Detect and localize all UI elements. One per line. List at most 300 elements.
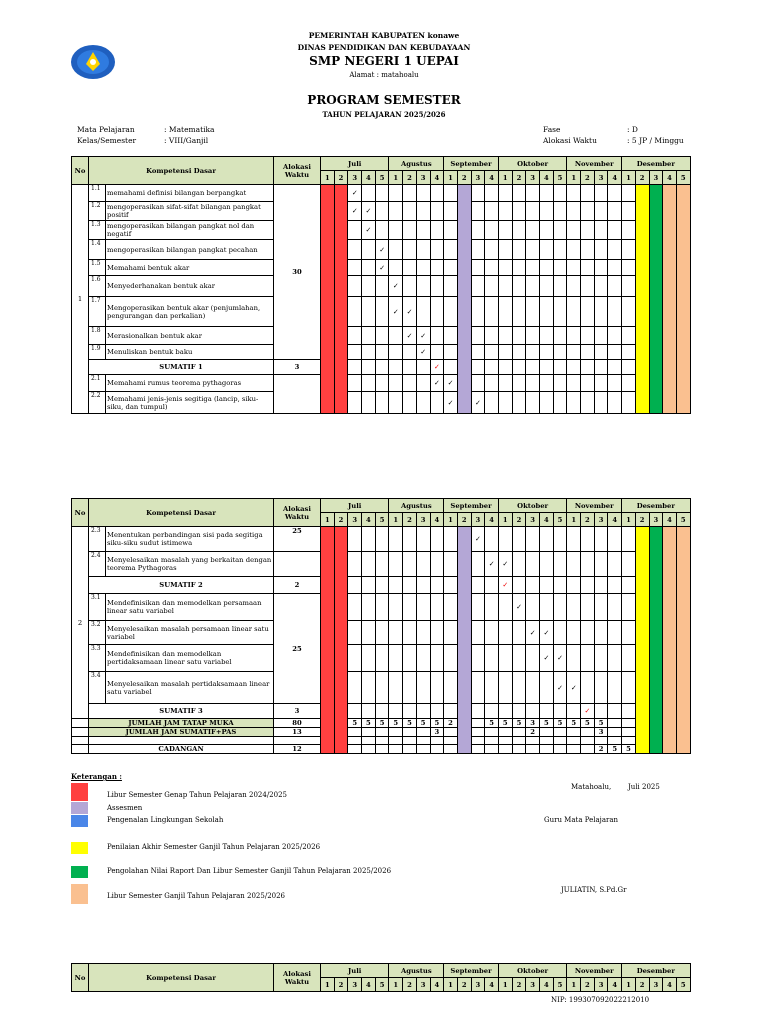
week-cell bbox=[348, 327, 362, 345]
week-cell bbox=[594, 527, 608, 552]
week-cell bbox=[540, 260, 554, 276]
legend-text: Pengolahan Nilai Raport Dan Libur Semester Ganjil Tahun Pelajaran 2025/2026 bbox=[107, 867, 392, 875]
legend-swatch bbox=[71, 815, 88, 827]
table-row bbox=[72, 185, 691, 202]
check-mark: ✓ bbox=[389, 276, 403, 297]
week-cell bbox=[485, 345, 499, 360]
program-table-2 bbox=[71, 498, 691, 754]
total-cell bbox=[526, 745, 540, 754]
week-cell bbox=[485, 577, 499, 594]
kd-number: 1.4 bbox=[89, 240, 106, 260]
week-cell bbox=[512, 297, 526, 327]
week-cell bbox=[416, 704, 430, 719]
week-cell bbox=[567, 276, 581, 297]
week-cell bbox=[608, 594, 622, 621]
legend-text: Penilaian Akhir Semester Ganjil Tahun Pelajaran 2025/2026 bbox=[107, 843, 321, 851]
kd-text: mengoperasikan bilangan pangkat nol dan negatif bbox=[106, 221, 274, 240]
month-header: Agustus bbox=[389, 157, 444, 171]
total-row bbox=[72, 737, 691, 745]
week-cell bbox=[581, 276, 595, 297]
calendar-marker-red bbox=[321, 527, 335, 754]
week-cell bbox=[430, 345, 444, 360]
week-cell bbox=[512, 552, 526, 577]
week-cell bbox=[485, 360, 499, 375]
month-header: Desember bbox=[622, 964, 690, 978]
week-cell bbox=[581, 392, 595, 414]
week-header: 2 bbox=[581, 513, 595, 527]
kd-text: Mendefinisikan dan memodelkan persamaan linear satu variabel bbox=[106, 594, 274, 621]
total-cell bbox=[362, 737, 376, 745]
week-cell bbox=[403, 240, 417, 260]
week-cell bbox=[498, 260, 512, 276]
week-cell bbox=[581, 672, 595, 704]
table-row bbox=[72, 594, 691, 621]
total-cell bbox=[540, 745, 554, 754]
week-cell bbox=[540, 672, 554, 704]
total-cell bbox=[471, 745, 485, 754]
week-cell bbox=[498, 240, 512, 260]
total-cell: 5 bbox=[498, 719, 512, 728]
week-cell bbox=[471, 360, 485, 375]
week-cell bbox=[567, 327, 581, 345]
week-cell bbox=[540, 577, 554, 594]
kd-text: Menyelesaikan masalah pertidaksamaan linear satu variabel bbox=[106, 672, 274, 704]
total-cell bbox=[553, 737, 567, 745]
school-name: SMP NEGERI 1 UEPAI bbox=[309, 54, 459, 68]
calendar-marker-purple bbox=[457, 527, 471, 754]
week-cell bbox=[608, 375, 622, 392]
week-cell bbox=[403, 392, 417, 414]
col-header-kd: Kompetensi Dasar bbox=[89, 157, 274, 185]
week-cell bbox=[608, 202, 622, 221]
week-cell bbox=[594, 577, 608, 594]
week-cell bbox=[567, 185, 581, 202]
week-cell bbox=[581, 185, 595, 202]
week-cell bbox=[416, 276, 430, 297]
month-header: September bbox=[444, 499, 499, 513]
week-cell bbox=[594, 360, 608, 375]
week-cell bbox=[362, 360, 376, 375]
week-cell bbox=[512, 240, 526, 260]
row-number bbox=[72, 745, 89, 754]
total-cell: 5 bbox=[375, 719, 389, 728]
week-header: 1 bbox=[622, 978, 636, 992]
week-cell bbox=[375, 527, 389, 552]
calendar-marker-orange bbox=[663, 527, 677, 754]
week-cell bbox=[498, 327, 512, 345]
total-label bbox=[89, 737, 274, 745]
week-cell bbox=[362, 577, 376, 594]
week-cell bbox=[526, 260, 540, 276]
sumatif-label: SUMATIF 2 bbox=[89, 577, 274, 594]
week-cell bbox=[430, 327, 444, 345]
week-cell bbox=[348, 240, 362, 260]
total-cell bbox=[622, 737, 636, 745]
week-cell bbox=[430, 392, 444, 414]
week-cell bbox=[471, 577, 485, 594]
total-value: 13 bbox=[274, 728, 321, 737]
week-cell bbox=[389, 327, 403, 345]
calendar-marker-orange bbox=[663, 185, 677, 414]
week-header: 1 bbox=[567, 513, 581, 527]
week-cell bbox=[362, 392, 376, 414]
dept-line: DINAS PENDIDIKAN DAN KEBUDAYAAN bbox=[297, 43, 471, 52]
table-row bbox=[72, 345, 691, 360]
week-cell bbox=[608, 345, 622, 360]
month-header: Juli bbox=[321, 157, 389, 171]
week-cell bbox=[375, 577, 389, 594]
week-cell bbox=[485, 240, 499, 260]
week-cell bbox=[512, 260, 526, 276]
week-header: 3 bbox=[526, 978, 540, 992]
week-cell bbox=[389, 527, 403, 552]
week-cell bbox=[594, 202, 608, 221]
week-cell bbox=[553, 221, 567, 240]
week-header: 3 bbox=[594, 171, 608, 185]
legend-text: Libur Semester Genap Tahun Pelajaran 2024/2025 bbox=[107, 791, 287, 799]
week-cell bbox=[526, 185, 540, 202]
week-cell bbox=[430, 621, 444, 645]
week-header: 4 bbox=[663, 978, 677, 992]
week-header: 2 bbox=[635, 978, 649, 992]
week-cell bbox=[362, 552, 376, 577]
total-cell bbox=[389, 745, 403, 754]
calendar-marker-red bbox=[321, 185, 335, 414]
week-cell bbox=[348, 392, 362, 414]
kd-number: 1.8 bbox=[89, 327, 106, 345]
week-header: 3 bbox=[471, 513, 485, 527]
total-cell bbox=[512, 745, 526, 754]
week-cell bbox=[362, 260, 376, 276]
calendar-marker-purple bbox=[457, 185, 471, 414]
week-cell bbox=[471, 645, 485, 672]
week-cell bbox=[375, 645, 389, 672]
week-cell bbox=[553, 375, 567, 392]
total-cell: 2 bbox=[444, 719, 458, 728]
table-row bbox=[72, 276, 691, 297]
week-cell bbox=[553, 527, 567, 552]
week-cell bbox=[581, 645, 595, 672]
week-cell bbox=[362, 645, 376, 672]
week-cell bbox=[416, 672, 430, 704]
week-cell bbox=[430, 645, 444, 672]
week-cell bbox=[608, 672, 622, 704]
week-cell bbox=[622, 392, 636, 414]
week-cell bbox=[389, 185, 403, 202]
week-header: 1 bbox=[498, 978, 512, 992]
kd-number: 1.6 bbox=[89, 276, 106, 297]
week-header: 2 bbox=[403, 171, 417, 185]
week-cell bbox=[581, 260, 595, 276]
week-cell bbox=[526, 552, 540, 577]
total-cell bbox=[608, 737, 622, 745]
sign-date: Juli 2025 bbox=[628, 783, 660, 791]
check-mark: ✓ bbox=[512, 594, 526, 621]
week-cell bbox=[622, 202, 636, 221]
kd-text: Merasionalkan bentuk akar bbox=[106, 327, 274, 345]
week-cell bbox=[512, 327, 526, 345]
week-cell bbox=[622, 375, 636, 392]
total-cell bbox=[348, 737, 362, 745]
week-cell bbox=[498, 527, 512, 552]
kd-number: 1.5 bbox=[89, 260, 106, 276]
week-header: 4 bbox=[362, 171, 376, 185]
week-cell bbox=[348, 621, 362, 645]
week-cell bbox=[581, 375, 595, 392]
week-cell bbox=[622, 360, 636, 375]
kd-number: 1.1 bbox=[89, 185, 106, 202]
week-cell bbox=[362, 276, 376, 297]
total-cell bbox=[430, 745, 444, 754]
week-cell bbox=[526, 645, 540, 672]
week-header: 2 bbox=[581, 171, 595, 185]
sign-place: Matahoalu, bbox=[571, 783, 612, 791]
week-cell bbox=[348, 221, 362, 240]
kd-number: 2.2 bbox=[89, 392, 106, 414]
program-table-3-header bbox=[71, 963, 691, 992]
month-header: Desember bbox=[622, 499, 690, 513]
week-cell bbox=[526, 221, 540, 240]
calendar-marker-red bbox=[334, 527, 348, 754]
month-header: Agustus bbox=[389, 499, 444, 513]
sumatif-label: SUMATIF 3 bbox=[89, 704, 274, 719]
check-mark: ✓ bbox=[471, 527, 485, 552]
table-row bbox=[72, 621, 691, 645]
week-cell bbox=[444, 594, 458, 621]
week-header: 3 bbox=[594, 978, 608, 992]
total-cell bbox=[581, 745, 595, 754]
week-cell bbox=[444, 185, 458, 202]
sign-role: Guru Mata Pelajaran bbox=[544, 816, 619, 824]
week-cell bbox=[594, 327, 608, 345]
week-cell bbox=[581, 202, 595, 221]
week-header: 2 bbox=[635, 513, 649, 527]
month-header: September bbox=[444, 157, 499, 171]
calendar-marker-orange bbox=[676, 185, 690, 414]
table-row bbox=[72, 202, 691, 221]
check-mark: ✓ bbox=[416, 345, 430, 360]
week-cell bbox=[581, 327, 595, 345]
total-cell bbox=[389, 737, 403, 745]
week-cell bbox=[553, 345, 567, 360]
week-cell bbox=[526, 327, 540, 345]
week-cell bbox=[526, 704, 540, 719]
week-header: 1 bbox=[444, 171, 458, 185]
week-header: 2 bbox=[512, 513, 526, 527]
calendar-marker-red bbox=[334, 185, 348, 414]
week-cell bbox=[622, 185, 636, 202]
week-cell bbox=[581, 577, 595, 594]
week-cell bbox=[622, 704, 636, 719]
week-cell bbox=[512, 185, 526, 202]
week-cell bbox=[594, 375, 608, 392]
week-header: 4 bbox=[430, 171, 444, 185]
week-cell bbox=[430, 276, 444, 297]
week-cell bbox=[512, 375, 526, 392]
total-cell bbox=[444, 737, 458, 745]
week-cell bbox=[389, 577, 403, 594]
week-cell bbox=[348, 672, 362, 704]
week-cell bbox=[512, 392, 526, 414]
week-header: 3 bbox=[348, 513, 362, 527]
week-cell bbox=[512, 621, 526, 645]
week-cell bbox=[471, 240, 485, 260]
alokasi-value bbox=[274, 552, 321, 577]
week-cell bbox=[608, 260, 622, 276]
week-cell bbox=[594, 345, 608, 360]
sign-name: JULIATIN, S.Pd.Gr bbox=[561, 886, 627, 894]
week-cell bbox=[416, 594, 430, 621]
week-cell bbox=[594, 276, 608, 297]
mapel-value: : Matematika bbox=[164, 125, 215, 134]
week-cell bbox=[430, 221, 444, 240]
week-cell bbox=[430, 672, 444, 704]
week-cell bbox=[403, 672, 417, 704]
check-mark: ✓ bbox=[348, 185, 362, 202]
week-cell bbox=[485, 221, 499, 240]
row-number bbox=[72, 737, 89, 745]
table-row bbox=[72, 527, 691, 552]
week-cell bbox=[622, 645, 636, 672]
week-cell bbox=[403, 360, 417, 375]
week-cell bbox=[622, 297, 636, 327]
total-row bbox=[72, 728, 691, 737]
week-cell bbox=[471, 260, 485, 276]
fase-label: Fase bbox=[543, 125, 561, 134]
total-value: 12 bbox=[274, 745, 321, 754]
week-header: 1 bbox=[567, 978, 581, 992]
week-cell bbox=[567, 345, 581, 360]
alokasi-label: Alokasi Waktu bbox=[543, 136, 597, 145]
week-cell bbox=[416, 577, 430, 594]
calendar-marker-yellow bbox=[635, 185, 649, 414]
check-mark: ✓ bbox=[498, 552, 512, 577]
week-header: 3 bbox=[416, 978, 430, 992]
total-value bbox=[274, 737, 321, 745]
week-cell bbox=[512, 672, 526, 704]
alokasi-value: 25 bbox=[274, 594, 321, 704]
total-cell bbox=[608, 728, 622, 737]
alokasi-value: 2 bbox=[274, 577, 321, 594]
week-cell bbox=[444, 276, 458, 297]
week-cell bbox=[526, 672, 540, 704]
calendar-marker-orange bbox=[676, 527, 690, 754]
week-cell bbox=[540, 221, 554, 240]
week-cell bbox=[375, 594, 389, 621]
total-value: 80 bbox=[274, 719, 321, 728]
week-cell bbox=[526, 577, 540, 594]
check-mark: ✓ bbox=[540, 621, 554, 645]
check-mark: ✓ bbox=[403, 327, 417, 345]
total-cell bbox=[594, 737, 608, 745]
week-cell bbox=[553, 392, 567, 414]
week-header: 5 bbox=[375, 513, 389, 527]
kd-text: Menuliskan bentuk baku bbox=[106, 345, 274, 360]
week-cell bbox=[430, 577, 444, 594]
week-cell bbox=[540, 392, 554, 414]
week-cell bbox=[403, 577, 417, 594]
week-cell bbox=[471, 221, 485, 240]
week-header: 1 bbox=[498, 171, 512, 185]
total-cell bbox=[416, 737, 430, 745]
week-cell bbox=[540, 297, 554, 327]
week-cell bbox=[594, 645, 608, 672]
kd-number: 1.3 bbox=[89, 221, 106, 240]
week-cell bbox=[622, 594, 636, 621]
week-cell bbox=[485, 327, 499, 345]
total-cell bbox=[375, 728, 389, 737]
week-cell bbox=[430, 527, 444, 552]
week-cell bbox=[608, 276, 622, 297]
week-cell bbox=[608, 185, 622, 202]
month-header: Oktober bbox=[498, 964, 566, 978]
alokasi-value: : 5 JP / Minggu bbox=[627, 136, 684, 145]
total-cell bbox=[471, 728, 485, 737]
total-cell: 5 bbox=[608, 745, 622, 754]
week-cell bbox=[471, 672, 485, 704]
week-cell bbox=[362, 375, 376, 392]
kd-number: 2.1 bbox=[89, 375, 106, 392]
week-cell bbox=[403, 260, 417, 276]
week-cell bbox=[416, 360, 430, 375]
total-cell bbox=[553, 745, 567, 754]
month-header: Oktober bbox=[498, 499, 566, 513]
week-header: 3 bbox=[526, 513, 540, 527]
week-cell bbox=[416, 645, 430, 672]
week-cell bbox=[608, 704, 622, 719]
week-header: 2 bbox=[512, 171, 526, 185]
week-header: 2 bbox=[403, 978, 417, 992]
week-cell bbox=[362, 594, 376, 621]
week-cell bbox=[389, 645, 403, 672]
row-number bbox=[72, 728, 89, 737]
week-cell bbox=[471, 375, 485, 392]
week-header: 4 bbox=[485, 978, 499, 992]
week-cell bbox=[498, 185, 512, 202]
week-cell bbox=[526, 297, 540, 327]
week-cell bbox=[403, 621, 417, 645]
row-number bbox=[72, 719, 89, 728]
week-cell bbox=[485, 185, 499, 202]
week-cell bbox=[389, 392, 403, 414]
week-cell bbox=[540, 552, 554, 577]
week-header: 1 bbox=[498, 513, 512, 527]
week-cell bbox=[567, 552, 581, 577]
total-cell: 5 bbox=[540, 719, 554, 728]
week-header: 4 bbox=[608, 513, 622, 527]
week-cell bbox=[471, 552, 485, 577]
week-cell bbox=[498, 345, 512, 360]
total-cell bbox=[498, 737, 512, 745]
table-row bbox=[72, 221, 691, 240]
check-mark: ✓ bbox=[362, 221, 376, 240]
week-cell bbox=[540, 360, 554, 375]
week-cell bbox=[594, 552, 608, 577]
week-cell bbox=[594, 260, 608, 276]
week-cell bbox=[498, 202, 512, 221]
week-cell bbox=[540, 375, 554, 392]
week-cell bbox=[416, 375, 430, 392]
week-cell bbox=[416, 240, 430, 260]
week-cell bbox=[485, 621, 499, 645]
total-cell: 5 bbox=[485, 719, 499, 728]
total-cell bbox=[430, 737, 444, 745]
week-cell bbox=[622, 527, 636, 552]
week-header: 4 bbox=[485, 171, 499, 185]
week-cell bbox=[375, 185, 389, 202]
week-cell bbox=[512, 360, 526, 375]
week-cell bbox=[567, 704, 581, 719]
